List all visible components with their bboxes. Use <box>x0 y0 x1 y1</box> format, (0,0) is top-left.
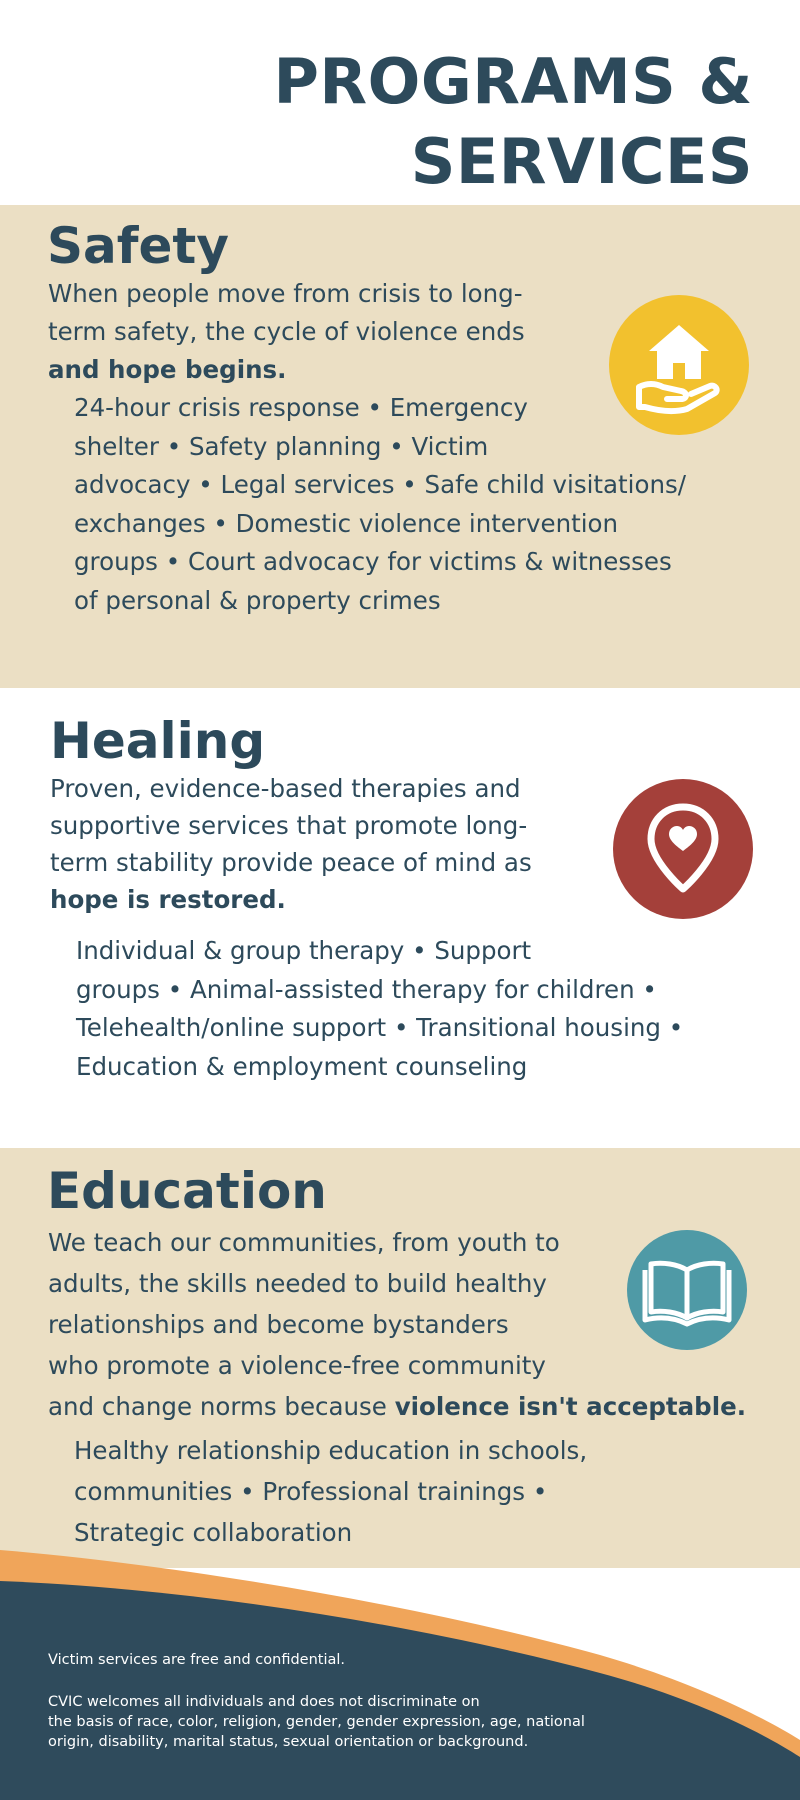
healing-intro-bold: hope is restored. <box>50 885 286 914</box>
education-icon-circle <box>627 1230 747 1350</box>
healing-section <box>0 688 800 1148</box>
safety-services-list <box>74 389 686 620</box>
list-item: Healthy relationship education in schools, <box>74 1436 588 1465</box>
footer-free-confidential: Victim services are free and confidential. <box>48 1652 346 1668</box>
page-title-line-1: PROGRAMS & <box>273 45 753 118</box>
safety-intro-line: term safety, the cycle of violence ends <box>48 317 525 346</box>
footer-notice-line: the basis of race, color, religion, gender, gender expression, age, national <box>48 1714 585 1730</box>
education-intro-line: adults, the skills needed to build healthy <box>48 1269 547 1298</box>
page-title <box>273 42 753 202</box>
healing-heading: Healing <box>50 712 266 770</box>
safety-intro-line: When people move from crisis to long- <box>48 279 523 308</box>
safety-intro-bold: and hope begins. <box>48 355 287 384</box>
list-item: 24-hour crisis response • Emergency <box>74 393 528 422</box>
page-title-line-2: SERVICES <box>410 125 753 198</box>
education-services-list <box>74 1430 587 1553</box>
list-item: groups • Animal-assisted therapy for children • <box>76 974 657 1004</box>
list-item: Telehealth/online support • Transitional housing • <box>76 1013 684 1042</box>
education-intro-line: relationships and become bystanders <box>48 1310 509 1339</box>
education-intro-line: who promote a violence-free community <box>48 1351 546 1380</box>
education-intro-line: We teach our communities, from youth to <box>48 1228 560 1257</box>
safety-icon-circle <box>609 295 749 435</box>
footer-band <box>0 1545 800 1800</box>
education-intro-line: and change norms because <box>48 1392 395 1421</box>
list-item: shelter • Safety planning • Victim <box>74 431 489 461</box>
healing-services-list <box>76 932 683 1086</box>
education-heading: Education <box>47 1162 327 1220</box>
heart-location-pin-icon <box>613 779 753 919</box>
healing-intro-line: Proven, evidence-based therapies and <box>50 774 521 803</box>
education-intro-bold: violence isn't acceptable. <box>394 1392 747 1421</box>
list-item: Individual & group therapy • Support <box>76 936 532 965</box>
open-book-icon <box>627 1230 747 1350</box>
house-in-hand-icon <box>609 295 749 435</box>
footer-wave <box>0 1545 800 1800</box>
footer-nondiscrimination <box>48 1692 585 1752</box>
footer-notice-line: CVIC welcomes all individuals and does not discriminate on <box>48 1694 480 1710</box>
safety-intro <box>48 275 525 389</box>
list-item: groups • Court advocacy for victims & witnesses <box>74 547 672 576</box>
safety-heading: Safety <box>47 217 229 275</box>
list-item: communities • Professional trainings • <box>74 1477 548 1506</box>
list-item: exchanges • Domestic violence intervention <box>74 508 619 538</box>
healing-intro-line: term stability provide peace of mind as <box>50 848 532 877</box>
list-item: advocacy • Legal services • Safe child visitations/ <box>74 470 686 499</box>
education-section <box>0 1148 800 1568</box>
footer-notice-line: origin, disability, marital status, sexual orientation or background. <box>48 1734 529 1750</box>
healing-intro-line: supportive services that promote long- <box>50 811 528 840</box>
healing-icon-circle <box>613 779 753 919</box>
safety-section <box>0 205 800 688</box>
list-item: Strategic collaboration <box>74 1518 353 1547</box>
list-item: Education & employment counseling <box>76 1051 528 1081</box>
healing-intro <box>50 770 532 918</box>
list-item: of personal & property crimes <box>74 585 441 615</box>
